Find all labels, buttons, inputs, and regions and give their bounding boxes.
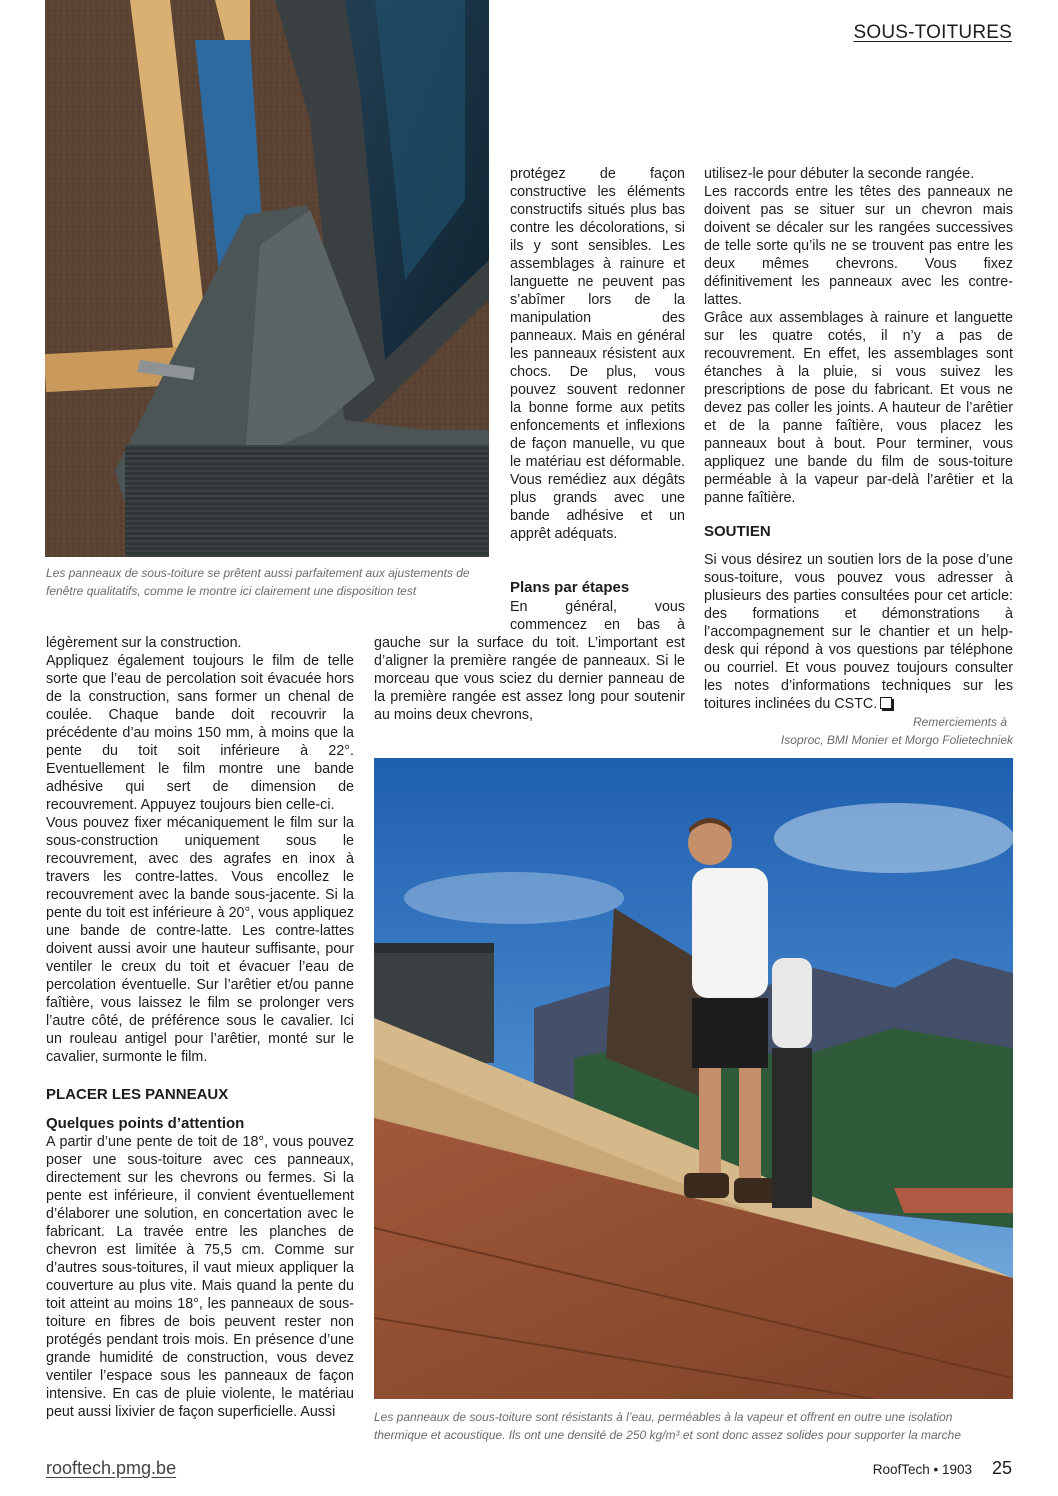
photo-roof-workers bbox=[374, 758, 1013, 1399]
paragraph-damage: protégez de façon constructive les éléments constructifs situés plus bas contre les décolorations, si ils y sont sensibles. Les assemblages à rainure et languette ne peuvent pas s’abîmer lors de la manipulation des panneaux. Mais en général les panneaux résistent aux chocs. De plus, vous pouvez souvent redonner la bonne forme aux petits enfoncements et inflexions de façon manuelle, vu que le matériau est déformable. Vous remédiez aux dégâts plus grands avec une bande adhésive et un apprêt adéquats. bbox=[510, 166, 685, 542]
window-flashing-illustration bbox=[45, 0, 489, 557]
paragraph-joints: Les raccords entre les têtes des panneaux ne doivent pas se situer sur un chevron mais doivent se décaler sur les rangées successives de telle sorte qu’ils ne se trouvent pas entre les deux mêmes chevrons. Vous fixez définitivement les panneaux avec les contre-lattes. bbox=[704, 184, 1013, 308]
paragraph-second-row: utilisez-le pour débuter la seconde rangée. bbox=[704, 166, 975, 182]
acknowledgement-line-1: Remerciements à bbox=[912, 715, 1007, 729]
heading-placer-panneaux: PLACER LES PANNEAUX bbox=[46, 1086, 229, 1103]
column-1-text bbox=[46, 634, 354, 1421]
plans-text-continued bbox=[374, 634, 685, 724]
footer-website-link[interactable]: rooftech.pmg.be bbox=[46, 1458, 177, 1478]
subheading-points-attention: Quelques points d’attention bbox=[46, 1115, 245, 1132]
roof-workers-illustration bbox=[374, 758, 1013, 1399]
paragraph-plans-start: En général, vous commencez en bas à bbox=[510, 599, 685, 633]
photo-caption-window: Les panneaux de sous-toiture se prêtent aussi parfaitement aux ajustements de fenêtre qualitatifs, comme le montre ici clairement une disposition test bbox=[46, 566, 470, 598]
column-3-text bbox=[704, 165, 1013, 749]
paragraph-tongue-groove: Grâce aux assemblages à rainure et languette sur les quatre cotés, il n’y a pas de recouvrement. En effet, les assemblages sont étanches à la pluie, si vous suivez les prescriptions de pose du fabricant. Et vous ne devez pas coller les joints. A hauteur de l’arêtier et de la panne faîtière, vous placez les panneaux bout à bout. Pour terminer, vous appliquez une bande du film de sous-toiture perméable à la vapeur par-delà l’arêtier et la panne faîtière. bbox=[704, 310, 1013, 506]
acknowledgement-line-2: Isoproc, BMI Monier et Morgo Folietechniek bbox=[780, 733, 1013, 747]
section-tag: SOUS-TOITURES bbox=[853, 22, 1012, 43]
paragraph-film: Appliquez également toujours le film de telle sorte que l’eau de percolation soit évacuée hors de la construction, sans former un chenal de coulée. Chaque bande doit recouvrir la précédente d’au moins 150 mm, à moins que la pente du toit soit inférieure à 22°. Eventuellement le film montre une bande adhésive qui sert de dimension de recouvrement. Appuyez toujours bien celle-ci. bbox=[46, 653, 354, 813]
footer-publication: RoofTech • 1903 bbox=[872, 1462, 972, 1477]
plans-text-start bbox=[510, 598, 685, 634]
paragraph-construction: légèrement sur la construction. bbox=[46, 635, 242, 651]
paragraph-soutien bbox=[704, 551, 1013, 713]
subheading-plans: Plans par étapes bbox=[510, 579, 630, 596]
column-2-text bbox=[510, 165, 685, 543]
photo-window-flashing bbox=[45, 0, 489, 557]
paragraph-plans-continued: gauche sur la surface du toit. L’important est d’aligner la première rangée de panneaux. Si le morceau que vous sciez du dernier panneau de la première rangée est assez long pour soutenir au moins deux chevrons, bbox=[374, 635, 685, 723]
photo-caption-roof: Les panneaux de sous-toiture sont résistants à l’eau, perméables à la vapeur et offrent en outre une isolation thermique et acoustique. Ils ont une densité de 250 kg/m³ et sont donc assez solides pour supporter la marche bbox=[374, 1410, 962, 1442]
heading-soutien: SOUTIEN bbox=[704, 523, 771, 540]
page-number: 25 bbox=[991, 1458, 1012, 1478]
paragraph-slope: A partir d’une pente de toit de 18°, vous pouvez poser une sous-toiture avec ces panneaux, directement sur les chevrons ou fermes. Si la pente est inférieure, il convient éventuellement d’élaborer une solution, en concertation avec le fabricant. La travée entre les planches de chevron est limitée à 75,5 cm. Comme sur d’autres sous-toitures, il vaut mieux appliquer la couverture au plus vite. Mais quand la pente du toit atteint au moins 18°, les panneaux de sous-toiture en fibres de bois peuvent rester non protégés pendant trois mois. En présence d’une grande humidité de construction, vous devez ventiler l’espace sous les panneaux de façon intensive. En cas de pluie violente, le matériau peut aussi lixivier de façon superficielle. Aussi bbox=[46, 1134, 354, 1420]
paragraph-fixing: Vous pouvez fixer mécaniquement le film sur la sous-construction uniquement sous le recouvrement, avec des agrafes en inox à travers les contre-lattes. Vous encollez le recouvrement avec la bande sous-jacente. Si la pente du toit est inférieure à 20°, vous appliquez une bande de contre-latte. Les contre-lattes doivent aussi avoir une hauteur suffisante, pour ventiler le creux du toit et évacuer l’eau de percolation éventuelle. Sur l’arêtier et/ou panne faîtière, vous laissez le film se prolonger vers l’autre côté, de préférence sous le cavalier. Ici un rouleau antigel pour l’arêtier, monté sur le cavalier, surmonte le film. bbox=[46, 815, 354, 1065]
paragraph-soutien-text: Si vous désirez un soutien lors de la pose d’une sous-toiture, vous pouvez vous adresser à plusieurs des parties consultées pour cet article: des formations et démonstrations à l’accompagnement sur le chantier et un help-desk qui répond à vos questions par téléphone ou courriel. Et vous pouvez toujours consulter les notes d’informations techniques sur les toitures inclinées du CSTC. bbox=[704, 552, 1013, 712]
end-of-article-icon bbox=[880, 697, 892, 709]
